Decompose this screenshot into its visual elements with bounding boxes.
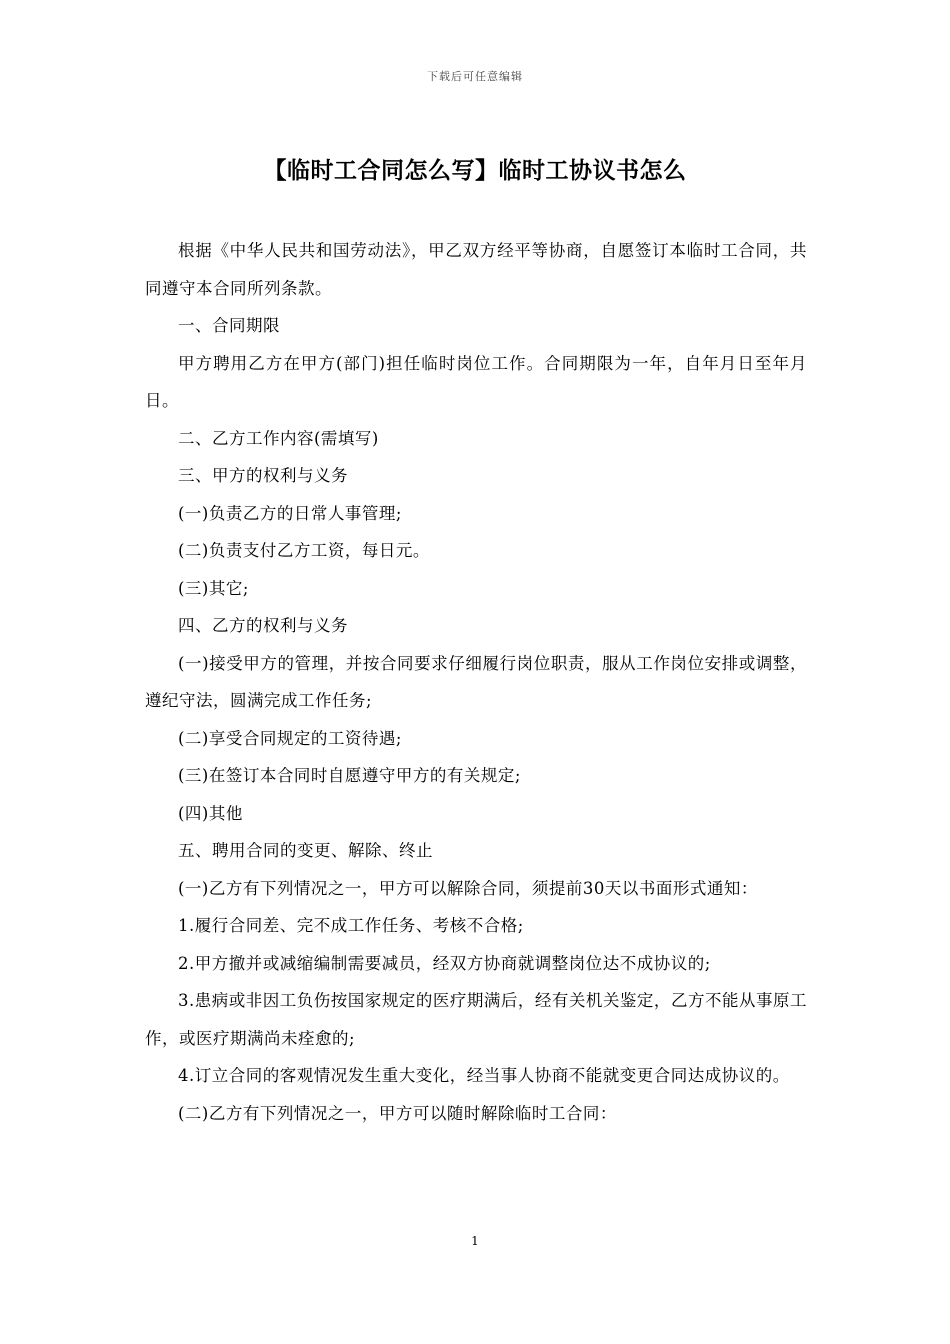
section-heading: 二、乙方工作内容(需填写) bbox=[178, 428, 379, 448]
list-item: 4.订立合同的客观情况发生重大变化，经当事人协商不能就变更合同达成协议的。 bbox=[178, 1066, 790, 1085]
list-item: 3.患病或非因工负伤按国家规定的医疗期满后，经有关机关鉴定，乙方不能从事原工作，或医疗期满尚未痊愈的; bbox=[145, 991, 807, 1048]
section-heading: 一、合同期限 bbox=[178, 316, 280, 335]
list-item: 2.甲方撤并或减缩编制需要减员，经双方协商就调整岗位达不成协议的; bbox=[178, 953, 711, 973]
section-heading: 四、乙方的权利与义务 bbox=[178, 616, 348, 635]
document-title: 【临时工合同怎么写】临时工协议书怎么 bbox=[263, 158, 687, 184]
list-item: (一)乙方有下列情况之一，甲方可以解除合同，须提前30天以书面形式通知： bbox=[178, 878, 758, 898]
section-heading: 三、甲方的权利与义务 bbox=[178, 466, 348, 485]
page-number: 1 bbox=[471, 1234, 479, 1248]
section-heading: 五、聘用合同的变更、解除、终止 bbox=[178, 841, 433, 860]
list-item: (二)乙方有下列情况之一，甲方可以随时解除临时工合同： bbox=[178, 1103, 617, 1123]
list-item: (三)其它; bbox=[178, 578, 249, 598]
paragraph: 根据《中华人民共和国劳动法》，甲乙双方经平等协商，自愿签订本临时工合同，共同遵守本合同所列条款。 bbox=[145, 241, 807, 298]
list-item: (四)其他 bbox=[178, 803, 243, 823]
list-item: (一)负责乙方的日常人事管理; bbox=[178, 503, 402, 523]
list-item: (二)享受合同规定的工资待遇; bbox=[178, 728, 402, 748]
document-body bbox=[145, 232, 807, 1132]
list-item: 1.履行合同差、完不成工作任务、考核不合格; bbox=[178, 916, 524, 935]
list-item: (一)接受甲方的管理，并按合同要求仔细履行岗位职责，服从工作岗位安排或调整，遵纪守法，圆满完成工作任务; bbox=[145, 653, 807, 710]
header-note: 下载后可任意编辑 bbox=[427, 70, 523, 83]
list-item: (三)在签订本合同时自愿遵守甲方的有关规定; bbox=[178, 766, 521, 785]
list-item: (二)负责支付乙方工资，每日元。 bbox=[178, 541, 430, 560]
paragraph: 甲方聘用乙方在甲方(部门)担任临时岗位工作。合同期限为一年，自年月日至年月日。 bbox=[145, 353, 807, 410]
